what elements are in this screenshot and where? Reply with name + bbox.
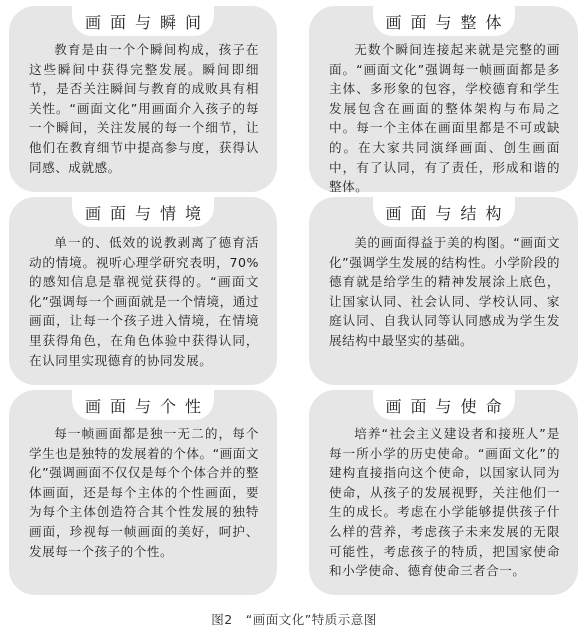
- card-title: 画面与个性: [72, 390, 214, 420]
- card-text: 培养“社会主义建设者和接班人”是每一所小学的历史使命。“画面文化”的建构直接指向这个使命，以国家认同为使命，从孩子的发展视野，关注他们一生的成长。考虑在小学能够提供孩子什么样的营养，考虑孩子未来发展的无限可能性，考虑孩子的特质，把国家使命和小学使命、德育使命三者合一。: [329, 426, 560, 579]
- card-text: 美的画面得益于美的构图。“画面文化”强调学生发展的结构性。小学阶段的德育就是给学生的精神发展涂上底色，让国家认同、社会认同、学校认同、家庭认同、自我认同等认同感成为学生发展结构中最坚实的基础。: [329, 235, 560, 348]
- card-situation: [9, 197, 277, 385]
- card-personality: [9, 390, 277, 595]
- card-title: 画面与使命: [373, 390, 515, 420]
- figure-caption: 图2 “画面文化”特质示意图: [211, 612, 377, 627]
- card-structure: [309, 197, 578, 385]
- card-title: 画面与情境: [72, 197, 214, 227]
- card-mission: [309, 390, 578, 595]
- card-text: 无数个瞬间连接起来就是完整的画面。“画面文化”强调每一帧画面都是多主体、多形象的包容，学校德育和学生发展包含在画面的整体架构与布局之中。每一个主体在画面里都是不可或缺的。在大家共同演绎画面、创生画面中，有了认同，有了责任，形成和谐的整体。: [329, 42, 560, 195]
- card-text: 教育是由一个个瞬间构成，孩子在这些瞬间中获得完整发展。瞬间即细节，是否关注瞬间与教育的成败具有相关性。“画面文化”用画面介入孩子的每一个瞬间，关注发展的每一个细节，让他们在教育细节中提高参与度，获得认同感、成就感。: [29, 42, 259, 175]
- card-title: 画面与瞬间: [72, 6, 214, 36]
- card-text: 每一帧画面都是独一无二的，每个学生也是独特的发展着的个体。“画面文化”强调画面不仅仅是每个个体合并的整体画面，还是每个主体的个性画面，要为每个主体创造符合其个性发展的独特画面，珍视每一帧画面的美好，呵护、发展每一个孩子的个性。: [29, 426, 259, 559]
- card-moment: [9, 6, 277, 192]
- card-text: 单一的、低效的说教剥离了德育活动的情境。视听心理学研究表明，70%的感知信息是靠视觉获得的。“画面文化”强调每一个画面就是一个情境，通过画面，让每一个孩子进入情境，在情境里获得角色，在角色体验中获得认同，在认同里实现德育的协同发展。: [29, 235, 259, 368]
- card-whole: [309, 6, 578, 195]
- card-title: 画面与整体: [373, 6, 515, 36]
- card-title: 画面与结构: [373, 197, 515, 227]
